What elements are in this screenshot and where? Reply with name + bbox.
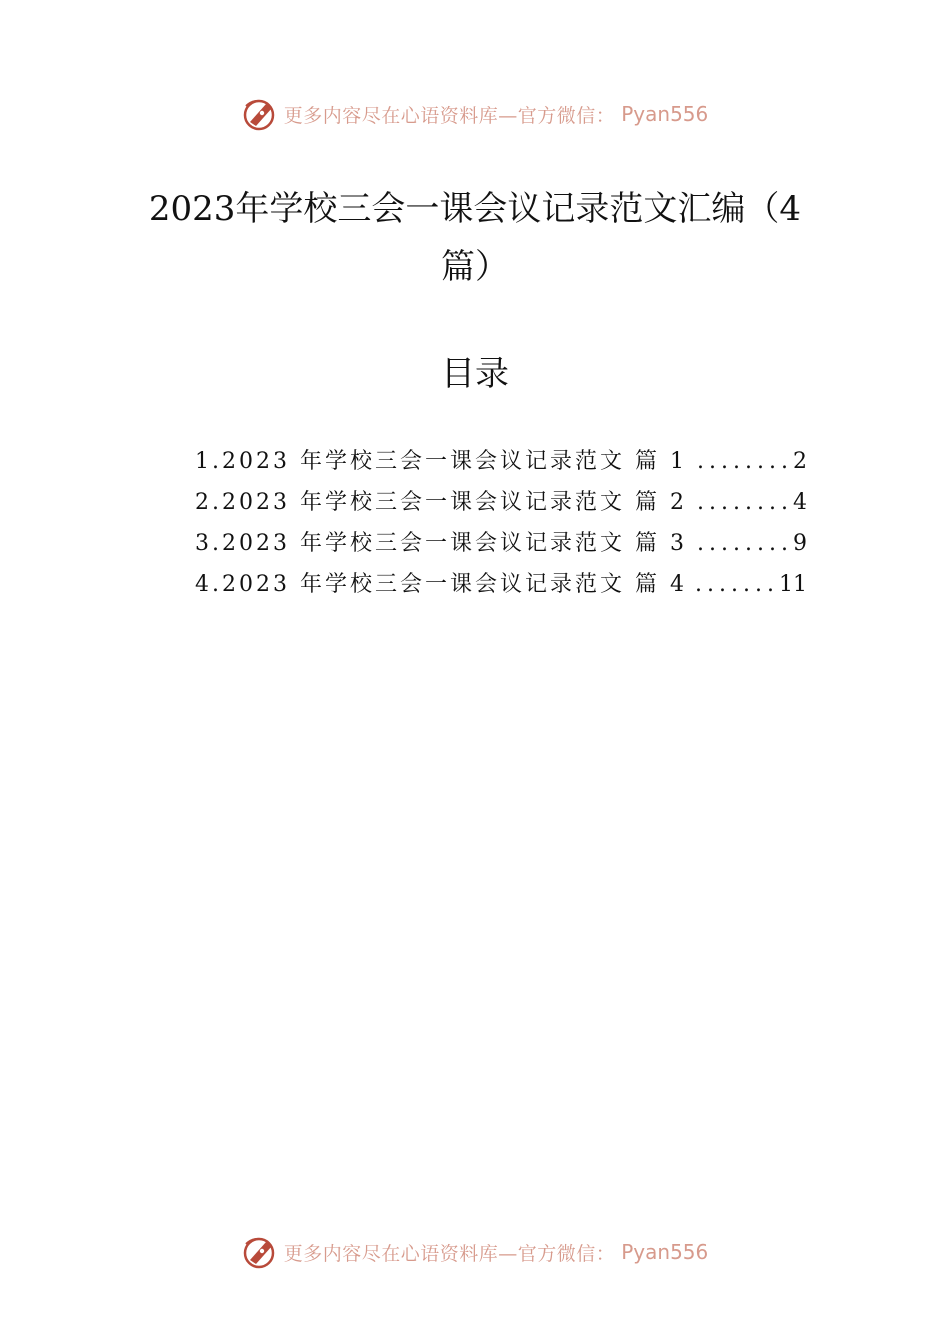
- toc-entry[interactable]: [195, 567, 807, 608]
- toc-entry[interactable]: [195, 444, 807, 485]
- toc-entry[interactable]: [195, 485, 807, 526]
- toc-entry-leader: .......: [695, 572, 779, 597]
- footer-banner: [0, 1234, 950, 1270]
- toc-heading: 目录: [441, 354, 509, 394]
- toc-entry-page: 11: [779, 572, 807, 597]
- toc-entry-page: 2: [793, 449, 807, 474]
- document-title: 2023年学校三会一课会议记录范文汇编（4篇）: [148, 189, 802, 287]
- banner-text: 更多内容尽在心语资料库—官方微信：: [283, 104, 616, 127]
- toc-entry-label: 1.2023 年学校三会一课会议记录范文 篇 1: [195, 449, 687, 474]
- banner-text: 更多内容尽在心语资料库—官方微信：: [283, 1242, 616, 1265]
- toc-entry-leader: ........: [697, 490, 793, 515]
- toc-entry[interactable]: [195, 526, 807, 567]
- toc-entry-page: 4: [793, 490, 807, 515]
- toc-entry-leader: ........: [697, 531, 793, 556]
- toc-entry-label: 2.2023 年学校三会一课会议记录范文 篇 2: [195, 490, 687, 515]
- toc-entry-leader: ........: [697, 449, 793, 474]
- toc-entry-label: 4.2023 年学校三会一课会议记录范文 篇 4: [195, 572, 687, 597]
- banner-wechat-handle: Pyan556: [621, 102, 709, 126]
- pen-nib-icon: [242, 96, 278, 132]
- toc-entry-label: 3.2023 年学校三会一课会议记录范文 篇 3: [195, 531, 687, 556]
- header-banner: [0, 96, 950, 132]
- banner-wechat-handle: Pyan556: [621, 1240, 709, 1264]
- table-of-contents: [195, 444, 807, 608]
- toc-entry-page: 9: [793, 531, 807, 556]
- pen-nib-icon: [242, 1234, 278, 1270]
